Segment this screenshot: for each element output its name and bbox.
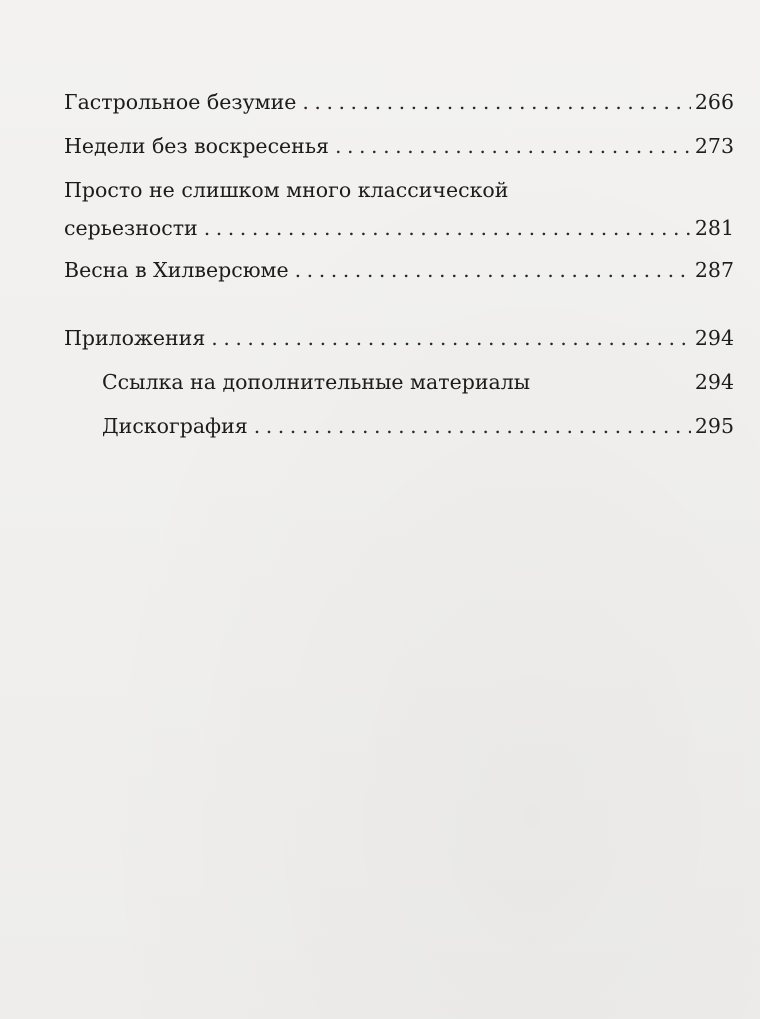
table-of-contents bbox=[64, 80, 734, 448]
toc-entry bbox=[64, 248, 734, 292]
toc-entry-page: 295 bbox=[694, 414, 734, 438]
toc-entry-title: Весна в Хилверсюме bbox=[64, 258, 289, 282]
toc-entry-page: 266 bbox=[694, 90, 734, 114]
toc-entry-page: 294 bbox=[694, 326, 734, 350]
toc-entry bbox=[64, 80, 734, 124]
dot-leader bbox=[295, 248, 691, 292]
toc-subentry bbox=[64, 360, 734, 404]
toc-entry-title: Ссылка на дополнительные материалы bbox=[102, 370, 531, 394]
dot-leader bbox=[254, 404, 691, 448]
toc-entry-page: 281 bbox=[694, 216, 734, 240]
dot-leader bbox=[302, 80, 690, 124]
toc-entry-title: Гастрольное безумие bbox=[64, 90, 297, 114]
toc-entry bbox=[64, 208, 734, 248]
dot-leader bbox=[211, 316, 691, 360]
toc-entry-title: Приложения bbox=[64, 326, 206, 350]
toc-entry-line-1 bbox=[64, 172, 734, 208]
toc-entry bbox=[64, 124, 734, 168]
toc-subentry bbox=[64, 404, 734, 448]
dot-leader bbox=[204, 208, 691, 248]
dot-leader bbox=[335, 124, 691, 168]
toc-entry-appendix bbox=[64, 316, 734, 360]
toc-entry-page: 294 bbox=[694, 370, 734, 394]
toc-entry-page: 287 bbox=[694, 258, 734, 282]
toc-entry-title: Дискография bbox=[102, 414, 248, 438]
toc-entry-title-continued: серьезности bbox=[64, 216, 198, 240]
toc-entry-title: Недели без воскресенья bbox=[64, 134, 329, 158]
toc-entry-title: Просто не слишком много классической bbox=[64, 178, 509, 202]
toc-entry-page: 273 bbox=[694, 134, 734, 158]
